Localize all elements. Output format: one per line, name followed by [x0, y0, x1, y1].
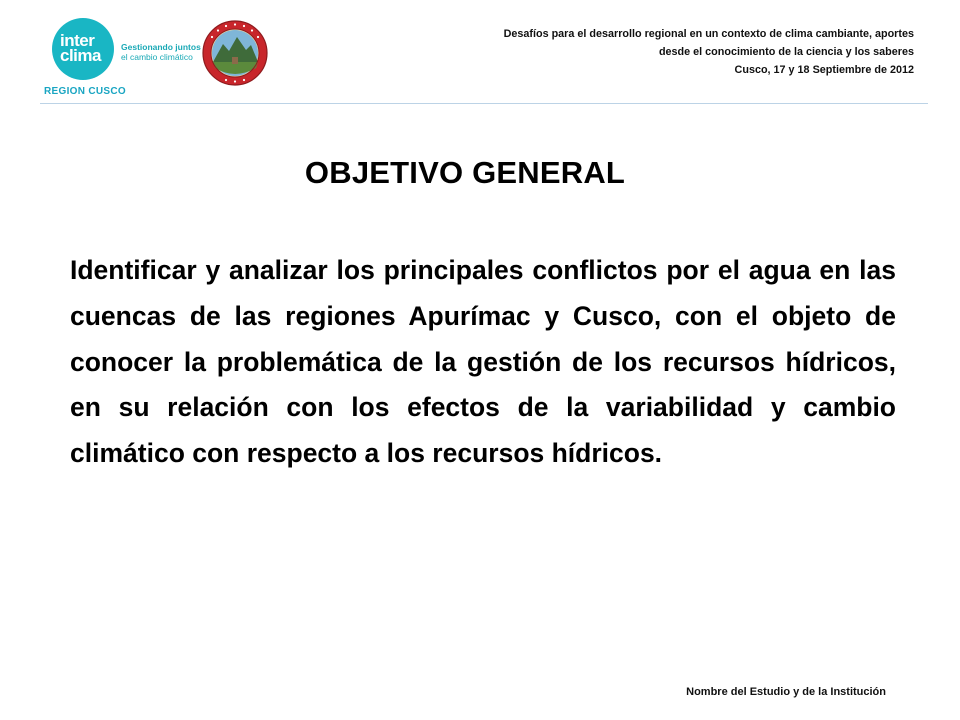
event-header: [374, 25, 914, 79]
event-header-line: desde el conocimiento de la ciencia y los saberes: [658, 46, 914, 58]
slide-title: OBJETIVO GENERAL: [304, 155, 626, 190]
logo-tagline-line1: Gestionando juntos: [121, 42, 201, 52]
gobierno-regional-seal-icon: [202, 20, 268, 86]
logo-tagline-line2: el cambio climático: [121, 52, 193, 62]
header-divider: [40, 103, 928, 104]
event-header-line: Desafíos para el desarrollo regional en un contexto de clima cambiante, aportes: [503, 28, 914, 40]
footer-institution: Nombre del Estudio y de la Institución: [686, 686, 886, 698]
objective-paragraph: Identificar y analizar los principales conflictos por el agua en las cuencas de las regiones Apurímac y Cusco, con el objeto de conocer la problemática de la gestión de los recursos hídricos, en su relación con los efectos de la variabilidad y cambio climático con respecto a los recursos hídricos.: [70, 255, 896, 469]
logo-brand-line2: clima: [60, 46, 101, 65]
event-header-line: Cusco, 17 y 18 Septiembre de 2012: [734, 64, 914, 76]
logo-brand-line1: inter: [60, 31, 95, 50]
interclima-logo: [52, 18, 202, 82]
region-label: REGION CUSCO: [44, 86, 126, 97]
